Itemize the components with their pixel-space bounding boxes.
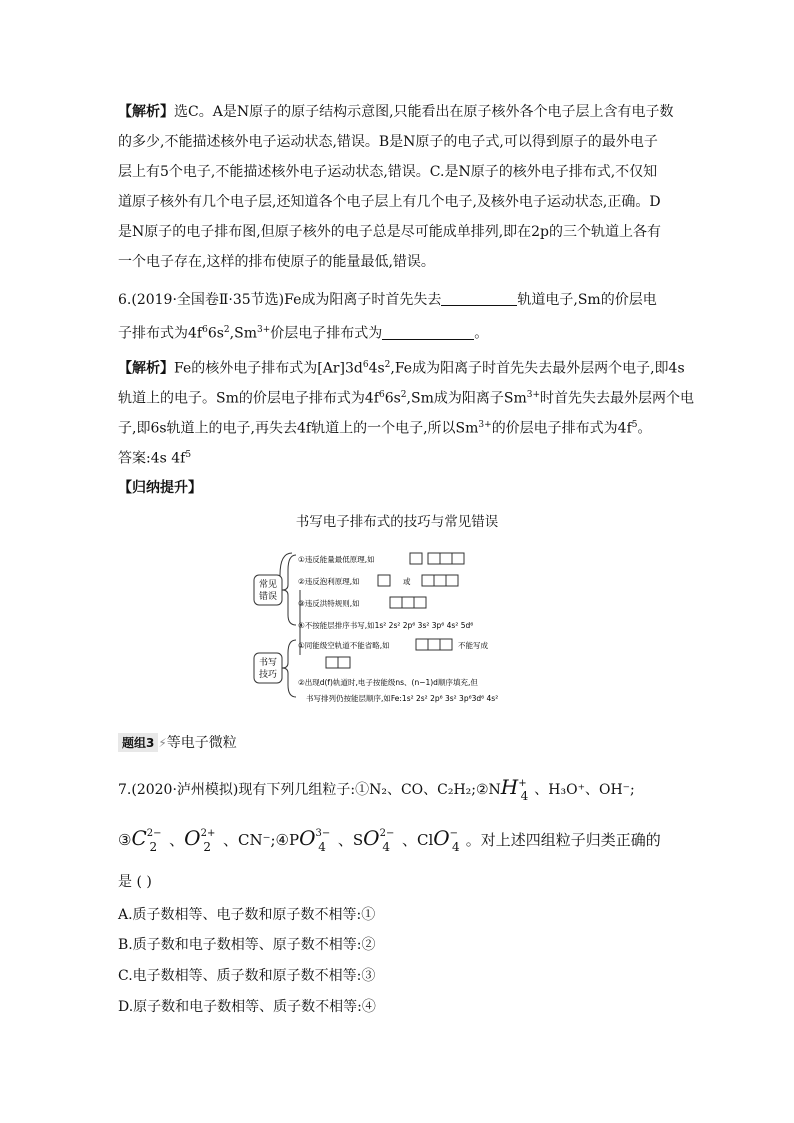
text-line: 层上有5个电子,不能描述核外电子运动状态,错误。C.是N原子的核外电子排布式,不仅知 [118,164,658,180]
text-line: 是N原子的电子排布图,但原子核外的电子总是尽可能成单排列,即在2p的三个轨道上各有 [118,224,662,240]
text: ,Fe成为阳离子时首先失去最外层两个电子,即4s [390,360,685,377]
sup: 3+ [256,325,271,335]
text: ,Sm成为阳离子Sm [406,390,527,407]
text: 时首先失去最外层两个电 [540,390,694,407]
tip-item-1: ①同能级空轨道不能省略,如 [298,641,390,650]
sup: 2 [400,390,407,400]
sup: 5 [185,450,192,460]
answer-blank [441,291,517,306]
brace-1 [282,555,296,625]
sup: 3+ [526,390,540,400]
node-label: 常见 [258,580,278,590]
question-6-line-1 [118,290,657,310]
text: 、 [169,831,185,849]
node-label: 书写 [258,658,278,668]
summary-tag: 【归纳提升】 [118,480,202,496]
concept-diagram [250,545,570,710]
sup: 2 [384,360,391,370]
group-badge: 题组3 [118,733,158,752]
text: ,Sm [229,325,257,342]
text-line: 的多少,不能描述核外电子运动状态,错误。B是N原子的电子式,可以得到原子的最外电子 [118,134,658,150]
text: 轨道电子,Sm的价层电 [517,292,657,308]
error-item-2: ②违反泡利原理,如 [298,577,360,586]
sup: 6 [362,360,369,370]
diagram-title: 书写电子排布式的技巧与常见错误 [295,514,499,530]
sup: 6 [202,325,208,335]
sup: 3+ [478,420,492,430]
analysis-paragraph-1 [118,102,674,122]
sup: 5 [631,420,638,430]
text: 不能写成 [458,641,488,650]
group-heading [118,732,237,752]
text-line [118,415,652,439]
text: 。 [637,420,652,437]
text: 或 [403,577,411,586]
text: Fe的核外电子排布式为[Ar]3d [174,360,363,377]
question-7-line-3: 是 ( ) [118,874,152,890]
text: 7.(2020·泸州模拟)现有下列几组粒子:①N₂、CO、C₂H₂;②N [118,782,501,798]
error-item-4: ④不按能层排序书写,如1s² 2s² 2p⁶ 3s² 3p⁶ 4s² 5d⁶ [298,621,474,630]
question-7-line-1: 7.(2020·泸州模拟)现有下列几组粒子:①N₂、CO、C₂H₂;②NH+4 、H₃O⁺、OH⁻; [118,775,635,803]
error-item-1: ①违反能量最低原理,如 [298,555,375,564]
option-b[interactable]: B.质子数和电子数相等、原子数不相等:② [118,937,376,953]
text-line: 道原子核外有几个电子层,还知道各个电子层上有几个电子,及核外电子运动状态,正确。D [118,194,661,210]
text: 。对上述四组粒子归类正确的 [465,831,661,849]
text: 的价层电子排布式为4f [491,420,632,437]
answer-line [118,445,191,469]
text: 、S [337,831,364,849]
lightning-icon: ⚡ [158,736,167,750]
text: 6.(2019·全国卷Ⅱ·35节选)Fe成为阳离子时首先失去 [118,292,442,308]
question-6-line-2 [118,320,488,344]
sup: 6 [378,390,385,400]
option-d[interactable]: D.原子数和电子数相等、质子数不相等:④ [118,999,376,1015]
text: 。 [474,325,489,342]
text: ③ [118,831,132,849]
text: 书写排列仍按能层顺序,如Fe:1s² 2s² 2p⁶ 3s² 3p⁶3d⁶ 4s² [306,694,499,703]
orbital-boxes [326,553,464,668]
text: 轨道上的电子。Sm的价层电子排布式为4f [118,390,379,407]
analysis-tag: 【解析】 [118,104,174,120]
text: 、H₃O⁺、OH⁻; [534,782,635,798]
error-item-3: ③违反洪特规则,如 [298,599,360,608]
text: 价层电子排布式为 [270,325,383,342]
text: 子排布式为4f [118,325,203,342]
tip-item-2: ②出现d(f)轨道时,电子按能级ns、(n−1)d顺序填充,但 [298,678,478,687]
text-line [118,385,694,409]
text: 6s [384,390,401,407]
answer-blank [382,325,474,340]
group-title: 等电子微粒 [166,735,237,751]
analysis-paragraph-2 [118,355,685,379]
option-c[interactable]: C.电子数相等、质子数和原子数不相等:③ [118,968,376,984]
text-line: 一个电子存在,这样的排布使原子的能量最低,错误。 [118,254,435,270]
node-label: 技巧 [258,670,278,680]
text: 4s [368,360,385,377]
text: 子,即6s轨道上的电子,再失去4f轨道上的一个电子,所以Sm [118,420,479,437]
text-line: 选C。A是N原子的原子结构示意图,只能看出在原子核外各个电子层上含有电子数 [174,104,674,120]
text: 6s [207,325,224,342]
question-7-line-2: $③C^{2-}_2$ 、$O^{2+}_2$ 、$CN^-;④PO^{3-}_4$ 、$SO^{2-}_4$ 、ClO−$_4$ 。对上述四组粒子归类正确的 [118,826,661,854]
text: 答案:4s 4f [118,450,186,467]
brace-2 [282,640,296,697]
node-label: 错误 [258,592,278,602]
text: 、Cl [401,831,434,849]
text: 、CN⁻;④P [222,831,300,849]
option-a[interactable]: A.质子数相等、电子数和原子数不相等:① [118,907,376,923]
analysis-tag: 【解析】 [118,360,174,377]
sup: 2 [223,325,230,335]
